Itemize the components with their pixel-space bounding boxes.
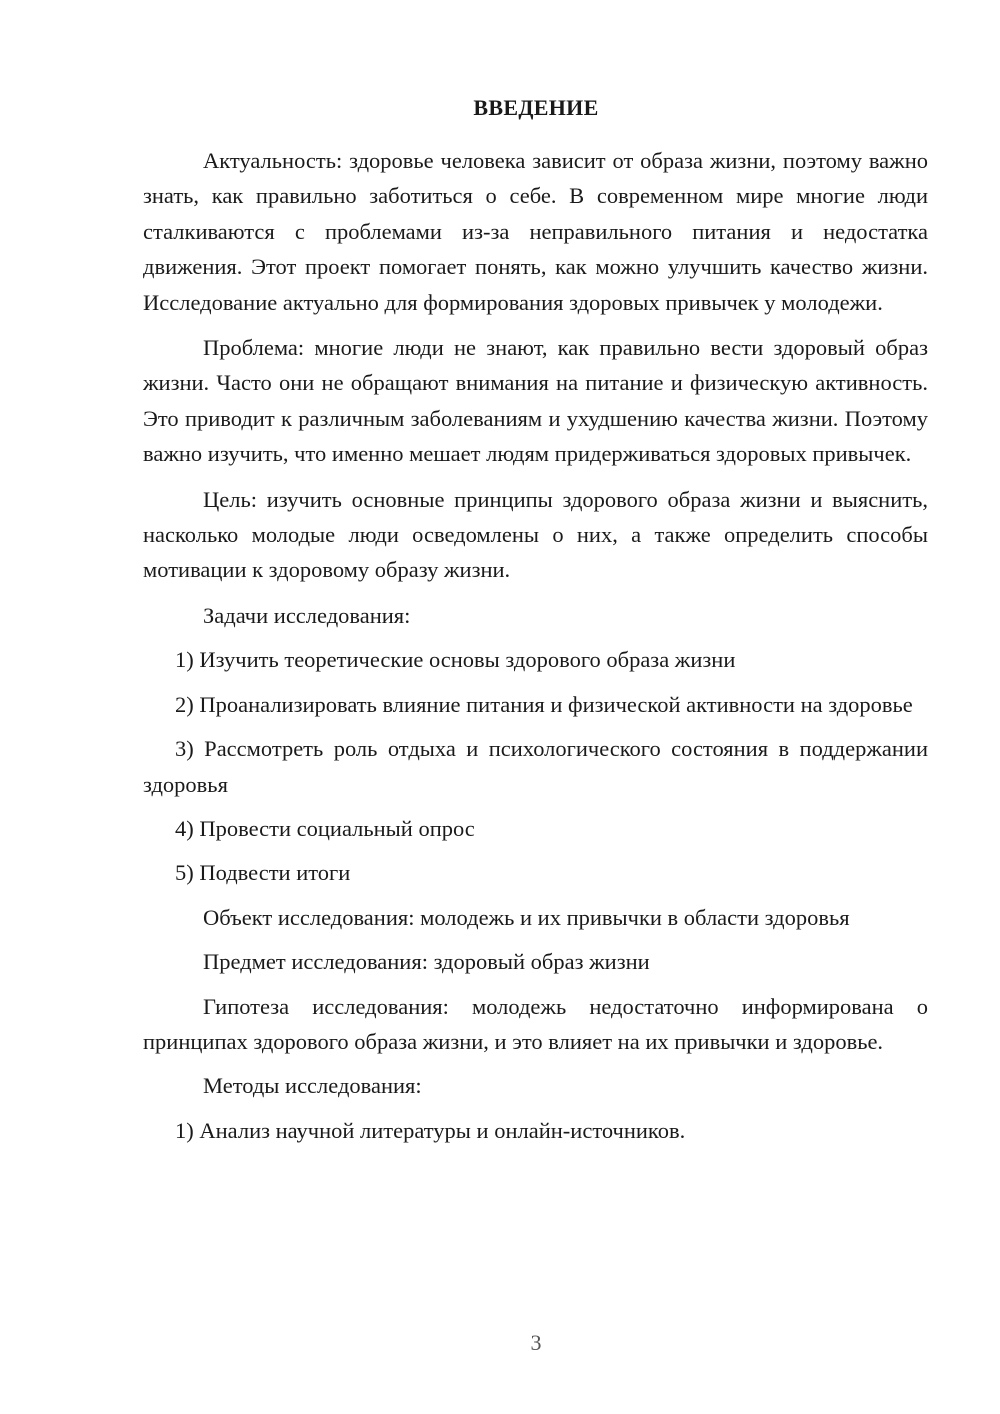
task-item: 4) Провести социальный опрос <box>175 815 475 841</box>
task-item: 5) Подвести итоги <box>175 860 351 886</box>
hypothesis-paragraph: Гипотеза исследования: молодежь недостаточно информирована о принципах здорового образа жизни, и это влияет на их привычки и здоровье. <box>143 993 928 1054</box>
task-item: 1) Изучить теоретические основы здорового образа жизни <box>175 647 736 673</box>
methods-title: Методы исследования: <box>203 1073 422 1099</box>
tasks-title: Задачи исследования: <box>203 602 411 628</box>
task-item: 3) Рассмотреть роль отдыха и психологического состояния в поддержании здоровья <box>143 736 928 797</box>
document-body <box>143 143 928 1148</box>
problem-paragraph: Проблема: многие люди не знают, как правильно вести здоровый образ жизни. Часто они не обращают внимания на питание и физическую активность. Это приводит к различным заболеваниям и ухудшению качества жизни. Поэтому важно изучить, что именно мешает людям придерживаться здоровых привычек. <box>143 335 928 467</box>
page-title: ВВЕДЕНИЕ <box>473 95 599 120</box>
task-item: 2) Проанализировать влияние питания и физической активности на здоровье <box>175 691 913 717</box>
object-paragraph: Объект исследования: молодежь и их привычки в области здоровья <box>203 904 850 930</box>
subject-paragraph: Предмет исследования: здоровый образ жизни <box>203 949 650 975</box>
page-number: 3 <box>530 1330 542 1355</box>
relevance-paragraph: Актуальность: здоровье человека зависит от образа жизни, поэтому важно знать, как правильно заботиться о себе. В современном мире многие люди сталкиваются с проблемами из-за неправильного питания и недостатка движения. Этот проект помогает понять, как можно улучшить качество жизни. Исследование актуально для формирования здоровых привычек у молодежи. <box>143 148 928 315</box>
method-item: 1) Анализ научной литературы и онлайн-источников. <box>175 1117 686 1143</box>
goal-paragraph: Цель: изучить основные принципы здорового образа жизни и выяснить, насколько молодые люди осведомлены о них, а также определить способы мотивации к здоровому образу жизни. <box>143 486 928 583</box>
